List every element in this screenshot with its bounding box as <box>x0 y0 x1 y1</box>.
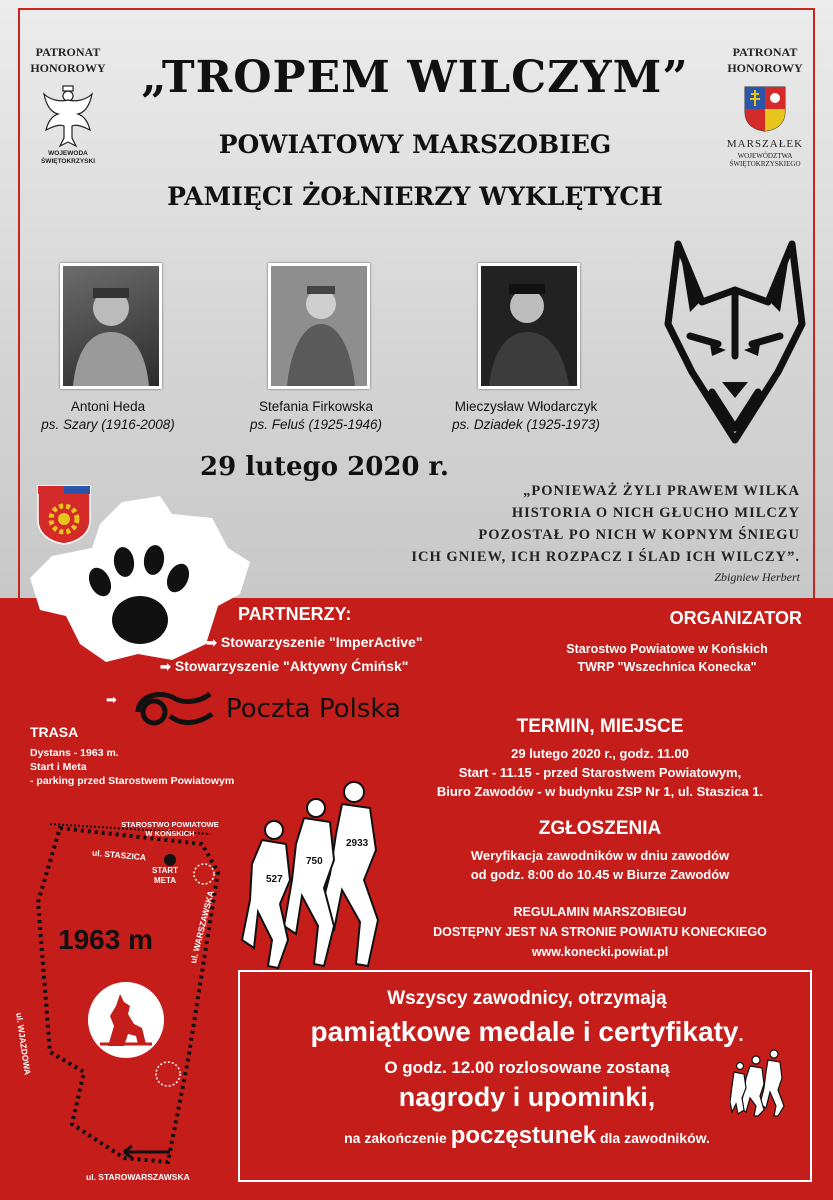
regulamin-line: DOSTĘPNY JEST NA STRONIE POWIATU KONECKIEGO <box>433 925 767 939</box>
poem-line: POZOSTAŁ PO NICH W KOPNYM ŚNIEGU <box>478 527 800 543</box>
regulamin-text <box>380 902 820 962</box>
prizes-line1: Wszyscy zawodnicy, otrzymają <box>387 988 667 1009</box>
zgloszenia-heading: ZGŁOSZENIA <box>538 818 662 839</box>
post-horn-icon <box>130 686 216 730</box>
arrow-right-icon: ➡ <box>206 635 217 650</box>
left-patronat-line2: HONOROWY <box>30 61 106 75</box>
person-alias: ps. Szary (1916-2008) <box>41 417 175 432</box>
person-name: Mieczysław Włodarczyk <box>454 399 598 414</box>
prizes-line4-text: nagrody i upominki <box>398 1082 648 1112</box>
distance-label: 1963 m <box>58 924 153 955</box>
left-patronat <box>20 44 116 76</box>
prizes-line5-b: poczęstunek <box>450 1122 597 1149</box>
prizes-line5-c: dla zawodników. <box>599 1130 710 1146</box>
right-patronat-line2: HONOROWY <box>727 61 803 75</box>
person-alias: ps. Dziadek (1925-1973) <box>452 417 600 432</box>
right-patronat-line1: PATRONAT <box>732 45 798 59</box>
start-label: START <box>152 866 179 875</box>
right-org-sub-line2: ŚWIĘTOKRZYSKIEGO <box>729 160 801 168</box>
photo-mieczyslaw-wlodarczyk <box>478 263 580 389</box>
route-line: - parking przed Starostwem Powiatowym <box>30 775 235 787</box>
prizes-line2-text: pamiątkowe medale i certyfikaty <box>310 1016 739 1047</box>
route-heading: TRASA <box>30 724 79 740</box>
termin-line: 29 lutego 2020 r., godz. 11.00 <box>511 746 689 761</box>
organizer-text <box>532 640 802 676</box>
route-line: Dystans - 1963 m. <box>30 747 119 759</box>
regulamin-line: REGULAMIN MARSZOBIEGU <box>513 905 687 919</box>
person-card <box>426 398 626 434</box>
termin-line: Start - 11.15 - przed Starostwem Powiatowym, <box>458 765 742 780</box>
person-alias: ps. Feluś (1925-1946) <box>249 417 383 432</box>
poem-line: HISTORIA O NICH GŁUCHO MILCZY <box>511 505 800 521</box>
organizer-line: TWRP "Wszechnica Konecka" <box>577 660 757 674</box>
person-name: Antoni Heda <box>70 399 146 414</box>
runner-number: 2933 <box>346 838 369 849</box>
prizes-line3: O godz. 12.00 rozlosowane zostaną <box>384 1058 670 1077</box>
person-card <box>216 398 416 434</box>
street-starowarszawska-label: ul. STAROWARSZAWSKA <box>86 1172 190 1182</box>
runner-number: 750 <box>306 856 323 867</box>
left-org-line1: WOJEWODA <box>48 150 88 157</box>
starostwo-line: W KOŃSKICH <box>145 829 195 838</box>
left-org <box>20 150 116 166</box>
right-org: MARSZAŁEK <box>726 138 804 150</box>
poem-author: Zbigniew Herbert <box>714 570 800 584</box>
partner-label: Stowarzyszenie "ImperActive" <box>220 634 423 650</box>
zgloszenia-line: od godz. 8:00 do 10.45 w Biurze Zawodów <box>470 867 730 882</box>
photo-antoni-heda <box>60 263 162 389</box>
subtitle-line2: PAMIĘCI ŻOŁNIERZY WYKLĘTYCH <box>167 182 663 211</box>
organizer-line: Starostwo Powiatowe w Końskich <box>566 642 768 656</box>
subtitle-line1: POWIATOWY MARSZOBIEG <box>218 130 612 159</box>
arrow-right-icon: ➡ <box>106 692 117 707</box>
regulamin-link[interactable]: www.konecki.powiat.pl <box>531 945 669 959</box>
zgloszenia-line: Weryfikacja zawodników w dniu zawodów <box>470 848 730 863</box>
starostwo-line: STAROSTWO POWIATOWE <box>121 820 219 829</box>
termin-heading: TERMIN, MIEJSCE <box>516 716 684 737</box>
prizes-box <box>238 970 812 1182</box>
person-name: Stefania Firkowska <box>258 399 374 414</box>
partner-label: Stowarzyszenie "Aktywny Ćmińsk" <box>174 658 409 674</box>
page-title: „TROPEM WILCZYM” <box>141 52 689 103</box>
poem-line: ICH GNIEW, ICH ROZPACZ I ŚLAD ICH WILCZY”. <box>411 549 800 565</box>
partner-item <box>160 658 408 675</box>
prizes-line2 <box>240 1016 814 1048</box>
organizer-heading: ORGANIZATOR <box>669 608 802 628</box>
meta-label: META <box>154 876 177 885</box>
person-card <box>8 398 208 434</box>
poczta-polska-logo <box>106 686 446 730</box>
polish-eagle-icon <box>40 84 96 150</box>
right-patronat <box>717 44 813 76</box>
left-org-line2: ŚWIĘTOKRZYSKI <box>40 158 96 165</box>
photo-stefania-firkowska <box>268 263 370 389</box>
street-wjazdowa-label: ul. WJAZDOWA <box>14 1012 33 1076</box>
howling-wolf-icon <box>86 980 166 1060</box>
zgloszenia-text <box>380 846 820 884</box>
prizes-line4 <box>240 1082 814 1113</box>
poczta-label: Poczta Polska <box>226 694 401 724</box>
wolf-head-icon <box>660 232 810 448</box>
small-runners-icon <box>730 1046 790 1118</box>
route-line: Start i Meta <box>30 761 87 773</box>
partner-item <box>206 634 422 651</box>
street-warszawska-label: ul. WARSZAWSKA <box>188 889 216 965</box>
event-date: 29 lutego 2020 r. <box>200 452 449 482</box>
poem <box>400 480 800 568</box>
prizes-line2-end: . <box>738 1025 744 1045</box>
left-patronat-line1: PATRONAT <box>35 45 101 59</box>
poem-line: „PONIEWAŻ ŻYLI PRAWEM WILKA <box>523 483 800 499</box>
street-staszica-label: ul. STASZICA <box>91 847 147 863</box>
runners-illustration-icon <box>238 770 398 975</box>
person-portrait-icon <box>63 266 159 386</box>
prizes-line5-a: na zakończenie <box>344 1130 447 1146</box>
termin-line: Biuro Zawodów - w budynku ZSP Nr 1, ul. Staszica 1. <box>436 784 764 799</box>
partners-heading: PARTNERZY: <box>238 604 352 624</box>
person-portrait-icon <box>481 266 577 386</box>
voivodeship-coat-of-arms-icon <box>742 84 788 132</box>
arrow-right-icon: ➡ <box>160 659 171 674</box>
starostwo-label <box>100 820 240 838</box>
prizes-line5 <box>240 1122 814 1150</box>
prizes-line4-end: , <box>647 1082 656 1112</box>
termin-text <box>380 744 820 801</box>
right-org-sub-line1: WOJEWÓDZTWA <box>737 152 793 160</box>
right-org-sub <box>717 152 813 168</box>
person-portrait-icon <box>271 266 367 386</box>
runner-number: 527 <box>266 874 283 885</box>
